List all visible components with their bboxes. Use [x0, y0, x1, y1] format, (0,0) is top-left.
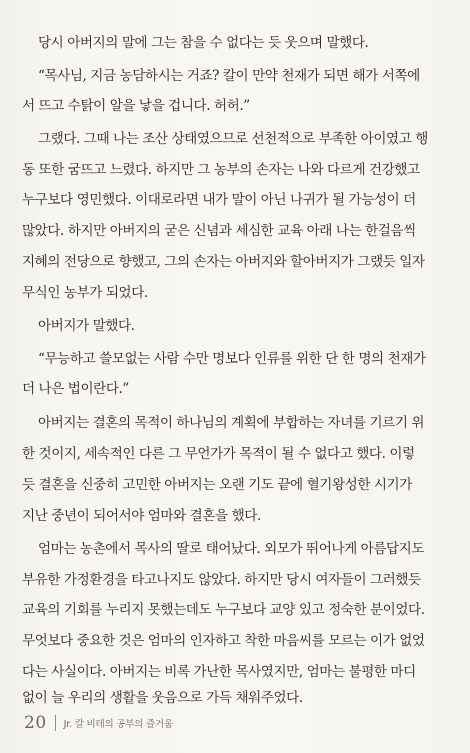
text-line: 무엇보다 중요한 것은 엄마의 인자하고 착한 마음씨를 모르는 이가 없었	[22, 633, 425, 649]
running-title: Jr. 칼 비테의 공부의 즐거움	[63, 719, 173, 730]
text-line: 아버지는 결혼의 목적이 하나님의 계획에 부합하는 자녀를 기르기 위	[38, 415, 425, 431]
text-line: 부유한 가정환경을 타고나지도 않았다. 하지만 당시 여자들이 그러했듯	[22, 572, 421, 588]
text-line: 당시 아버지의 말에 그는 참을 수 없다는 듯 웃으며 말했다.	[38, 35, 369, 51]
text-line: 없이 늘 우리의 생활을 웃음으로 가득 채워주었다.	[22, 690, 303, 706]
page-number: 20	[24, 713, 47, 733]
text-line: 누구보다 영민했다. 이대로라면 내가 말이 아닌 나귀가 될 가능성이 더	[22, 192, 416, 208]
text-line: 지난 중년이 되어서야 엄마와 결혼을 했다.	[22, 508, 261, 524]
text-line: 아버지가 말했다.	[38, 318, 135, 334]
text-line: 그랬다. 그때 나는 조산 상태였으므로 선천적으로 부족한 아이였고 행	[38, 131, 428, 147]
text-line: 한 것이지, 세속적인 다른 그 무언가가 목적이 될 수 없다고 했다. 이렇	[22, 446, 415, 462]
text-line: 서 뜨고 수탉이 알을 낳을 겁니다. 허허.”	[22, 98, 250, 114]
page-footer	[24, 712, 173, 734]
text-line: “목사님, 지금 농담하시는 거죠? 칼이 만약 천재가 되면 해가 서쪽에	[38, 68, 420, 84]
text-line: 무식인 농부가 되었다.	[22, 285, 148, 301]
text-line: 지혜의 전당으로 향했고, 그의 손자는 아버지와 할아버지가 그랬듯 일자	[22, 254, 425, 270]
text-line: 동 또한 굼뜨고 느렸다. 하지만 그 농부의 손자는 나와 다르게 건강했고	[22, 162, 420, 178]
footer-divider	[55, 715, 56, 731]
text-line: 다는 사실이다. 아버지는 비록 가난한 목사였지만, 엄마는 불평한 마디	[22, 664, 416, 680]
text-line: 듯 결혼을 신중히 고민한 아버지는 오랜 기도 끝에 혈기왕성한 시기가	[22, 477, 412, 493]
text-line: 엄마는 농촌에서 목사의 딸로 태어났다. 외모가 뛰어나게 아름답지도	[38, 541, 425, 557]
text-line: 교육의 기회를 누리지 못했는데도 누구보다 교양 있고 정숙한 분이었다.	[22, 602, 425, 618]
text-line: “무능하고 쓸모없는 사람 수만 명보다 인류를 위한 단 한 명의 천재가	[38, 351, 426, 367]
text-line: 많았다. 하지만 아버지의 굳은 신념과 세심한 교육 아래 나는 한걸음씩	[22, 223, 416, 239]
text-line: 더 나은 법이란다.”	[22, 381, 129, 397]
